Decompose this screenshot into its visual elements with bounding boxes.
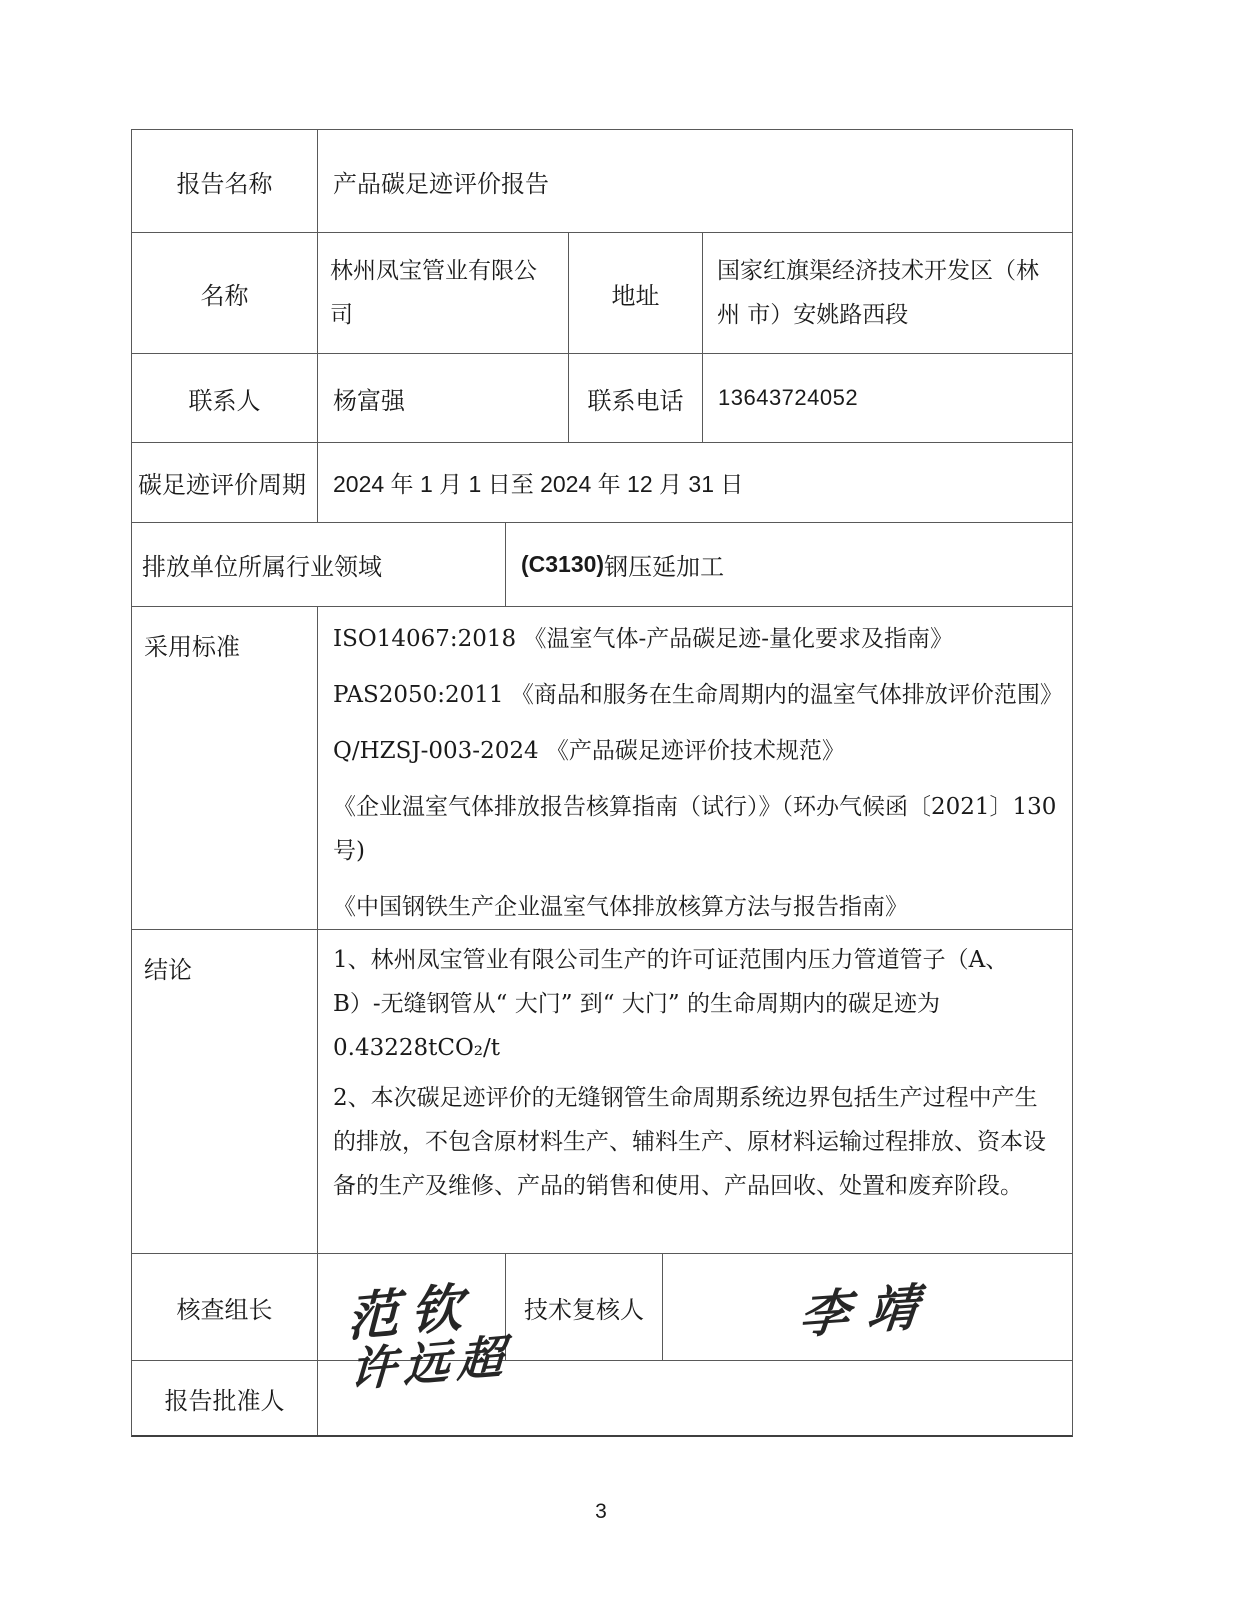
standard-item: 《企业温室气体排放报告核算指南（试行）》（环办气候函〔2021〕130 号): [333, 794, 1057, 864]
report-approver-signature-cell: [318, 1328, 1072, 1435]
audit-leader-label: 核查组长: [132, 1254, 318, 1360]
standard-item: 《中国钢铁生产企业温室气体排放核算方法与报告指南》: [333, 894, 908, 920]
row-contact: [132, 354, 1072, 443]
conclusion-paragraph: 2、本次碳足迹评价的无缝钢管生命周期系统边界包括生产过程中产生的排放，不包含原材料生产、辅料生产、原材料运输过程排放、资本设备的生产及维修、产品的销售和使用、产品回收、处置和废弃阶段。: [333, 1085, 1046, 1199]
row-report-name: [132, 130, 1072, 233]
industry-code: (C3130): [521, 551, 605, 577]
period-value: 2024 年 1 月 1 日至 2024 年 12 月 31 日: [333, 471, 744, 497]
address-label: 地址: [569, 233, 703, 353]
standard-item: ISO14067:2018 《温室气体-产品碳足迹-量化要求及指南》: [333, 626, 954, 652]
report-name-value: 产品碳足迹评价报告: [333, 169, 549, 198]
page-number: 3: [595, 1500, 607, 1523]
row-conclusion: [132, 930, 1072, 1254]
industry-name: 钢压延加工: [604, 553, 725, 581]
standard-item: PAS2050:2011 《商品和服务在生命周期内的温室气体排放评价范围》: [333, 682, 1063, 708]
company-name-value: 林州凤宝管业有限公司: [318, 233, 569, 353]
audit-leader-signature: 范钦: [347, 1275, 476, 1349]
row-period: [132, 443, 1072, 523]
phone-label: 联系电话: [569, 354, 703, 442]
report-summary-table: [131, 129, 1073, 1437]
report-name-label: 报告名称: [132, 130, 318, 232]
period-label: 碳足迹评价周期: [132, 443, 318, 522]
conclusion-paragraph: 1、林州凤宝管业有限公司生产的许可证范围内压力管道管子（A、B）-无缝钢管从“ 大门” 到“ 大门” 的生命周期内的碳足迹为 0.43228tCO₂/t: [333, 947, 1009, 1061]
technical-reviewer-signature-cell: [663, 1254, 1072, 1360]
industry-value: [506, 523, 1072, 606]
contact-label: 联系人: [132, 354, 318, 442]
standards-label: 采用标准: [132, 607, 318, 929]
industry-label: 排放单位所属行业领域: [132, 523, 506, 606]
row-standards: [132, 607, 1072, 930]
conclusion-label: 结论: [132, 930, 318, 1253]
row-verifiers: [132, 1254, 1072, 1361]
conclusion-text: [318, 930, 1072, 1253]
technical-reviewer-label: 技术复核人: [506, 1254, 663, 1360]
standards-list: [318, 607, 1072, 929]
report-approver-signature: 许远超: [348, 1328, 513, 1398]
standard-item: Q/HZSJ-003-2024 《产品碳足迹评价技术规范》: [333, 738, 845, 764]
row-industry: [132, 523, 1072, 607]
company-name-label: 名称: [132, 233, 318, 353]
technical-reviewer-signature: 李靖: [796, 1276, 939, 1346]
contact-value: 杨富强: [318, 354, 569, 442]
address-value: 国家红旗渠经济技术开发区（林州 市）安姚路西段: [717, 258, 1039, 328]
row-company-address: [132, 233, 1072, 354]
phone-value: 13643724052: [718, 385, 859, 410]
row-approver: [132, 1328, 1072, 1435]
report-approver-label: 报告批准人: [132, 1361, 318, 1435]
